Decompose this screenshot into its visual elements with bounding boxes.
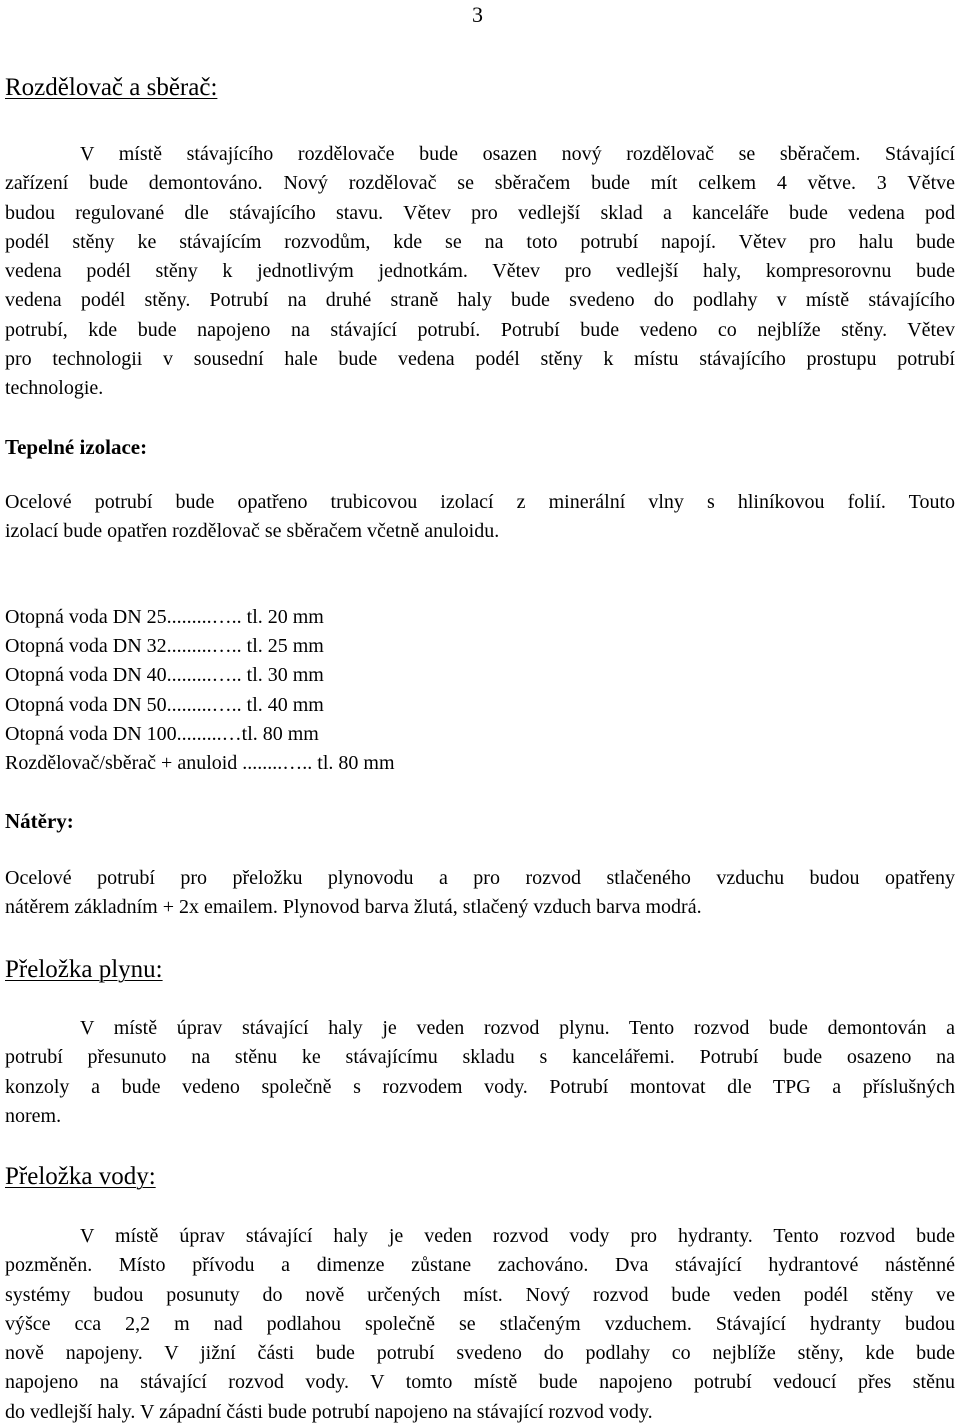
list-item: Rozdělovač/sběrač + anuloid ........….. tl. 80 mm xyxy=(5,752,395,775)
text-line: potrubí, kde bude napojeno na stávající potrubí. Potrubí bude vedeno co nejblíže stěny. Větev xyxy=(5,318,955,341)
text-line: Ocelové potrubí pro přeložku plynovodu a pro rozvod stlačeného vzduchu budou opatřeny xyxy=(5,867,955,889)
heading-natery: Nátěry: xyxy=(5,809,74,833)
text-line: podél stěny ke stávajícím rozvodům, kde se na toto potrubí napojí. Větev pro halu bude xyxy=(5,230,955,253)
text-line: vedena podél stěny k jednotlivým jednotkám. Větev pro vedlejší haly, kompresorovnu bude xyxy=(5,260,955,283)
paragraph-voda xyxy=(5,1222,955,1427)
text-line: Ocelové potrubí bude opatřeno trubicovou izolací z minerální vlny s hliníkovou folií. Touto xyxy=(5,491,955,513)
text-line: potrubí přesunuto na stěnu ke stávajícímu skladu s kancelářemi. Potrubí bude osazeno na xyxy=(5,1046,955,1069)
text-line: do vedlejší haly. V západní části bude potrubí napojeno na stávající rozvod vody. xyxy=(5,1400,653,1423)
paragraph-izolace xyxy=(5,488,955,547)
text-line: nátěrem základním + 2x emailem. Plynovod barva žlutá, stlačený vzduch barva modrá. xyxy=(5,896,702,919)
list-item: Otopná voda DN 25.........….. tl. 20 mm xyxy=(5,606,324,628)
list-item: Otopná voda DN 32.........….. tl. 25 mm xyxy=(5,635,324,658)
text-line: norem. xyxy=(5,1104,62,1127)
heading-izolace: Tepelné izolace: xyxy=(5,435,148,459)
text-line: napojeno na stávající rozvod vody. V tomto místě bude napojeno potrubí vedoucí přes stěnu xyxy=(5,1371,955,1394)
text-line: výšce cca 2,2 m nad podlahou společně se stlačeným vzduchem. Stávající hydranty budou xyxy=(5,1312,955,1335)
text-line: konzoly a bude vedeno společně s rozvodem vody. Potrubí montovat dle TPG a příslušných xyxy=(5,1075,955,1098)
heading-rozdelovac: Rozdělovač a sběrač: xyxy=(5,74,218,101)
text-line: systémy budou posunuty do nově určených míst. Nový rozvod bude veden podél stěny ve xyxy=(5,1283,955,1306)
paragraph-natery xyxy=(5,864,955,923)
list-item: Otopná voda DN 50.........….. tl. 40 mm xyxy=(5,693,324,716)
text-line: budou regulované dle stávajícího stavu. Větev pro vedlejší sklad a kanceláře bude vedena pod xyxy=(5,201,955,224)
heading-voda: Přeložka vody: xyxy=(5,1163,156,1190)
paragraph-rozdelovac xyxy=(5,140,955,404)
paragraph-plyn xyxy=(5,1014,955,1131)
text-line: pozměněn. Místo přívodu a dimenze zůstane zachováno. Dva stávající hydrantové nástěnné xyxy=(5,1254,955,1277)
list-item: Otopná voda DN 40.........….. tl. 30 mm xyxy=(5,664,324,687)
text-line: izolací bude opatřen rozdělovač se sběračem včetně anuloidu. xyxy=(5,520,500,543)
list-item: Otopná voda DN 100.........…tl. 80 mm xyxy=(5,722,319,745)
text-line: pro technologii v sousední hale bude vedena podél stěny k místu stávajícího prostupu potrubí xyxy=(5,348,955,371)
heading-plyn: Přeložka plynu: xyxy=(5,956,163,983)
text-line: V místě úprav stávající haly je veden rozvod vody pro hydranty. Tento rozvod bude xyxy=(80,1225,955,1247)
page-number: 3 xyxy=(472,2,483,27)
text-line: V místě úprav stávající haly je veden rozvod plynu. Tento rozvod bude demontován a xyxy=(80,1017,955,1039)
text-line: V místě stávajícího rozdělovače bude osazen nový rozdělovač se sběračem. Stávající xyxy=(80,143,955,165)
text-line: vedena podél stěny. Potrubí na druhé straně haly bude svedeno do podlahy v místě stávajícího xyxy=(5,289,955,312)
insulation-spec-list xyxy=(5,603,395,778)
text-line: technologie. xyxy=(5,377,104,400)
text-line: nově napojeny. V jižní části bude potrubí svedeno do podlahy co nejblíže stěny, kde bude xyxy=(5,1342,955,1365)
text-line: zařízení bude demontováno. Nový rozdělovač se sběračem bude mít celkem 4 větve. 3 Větve xyxy=(5,172,955,195)
